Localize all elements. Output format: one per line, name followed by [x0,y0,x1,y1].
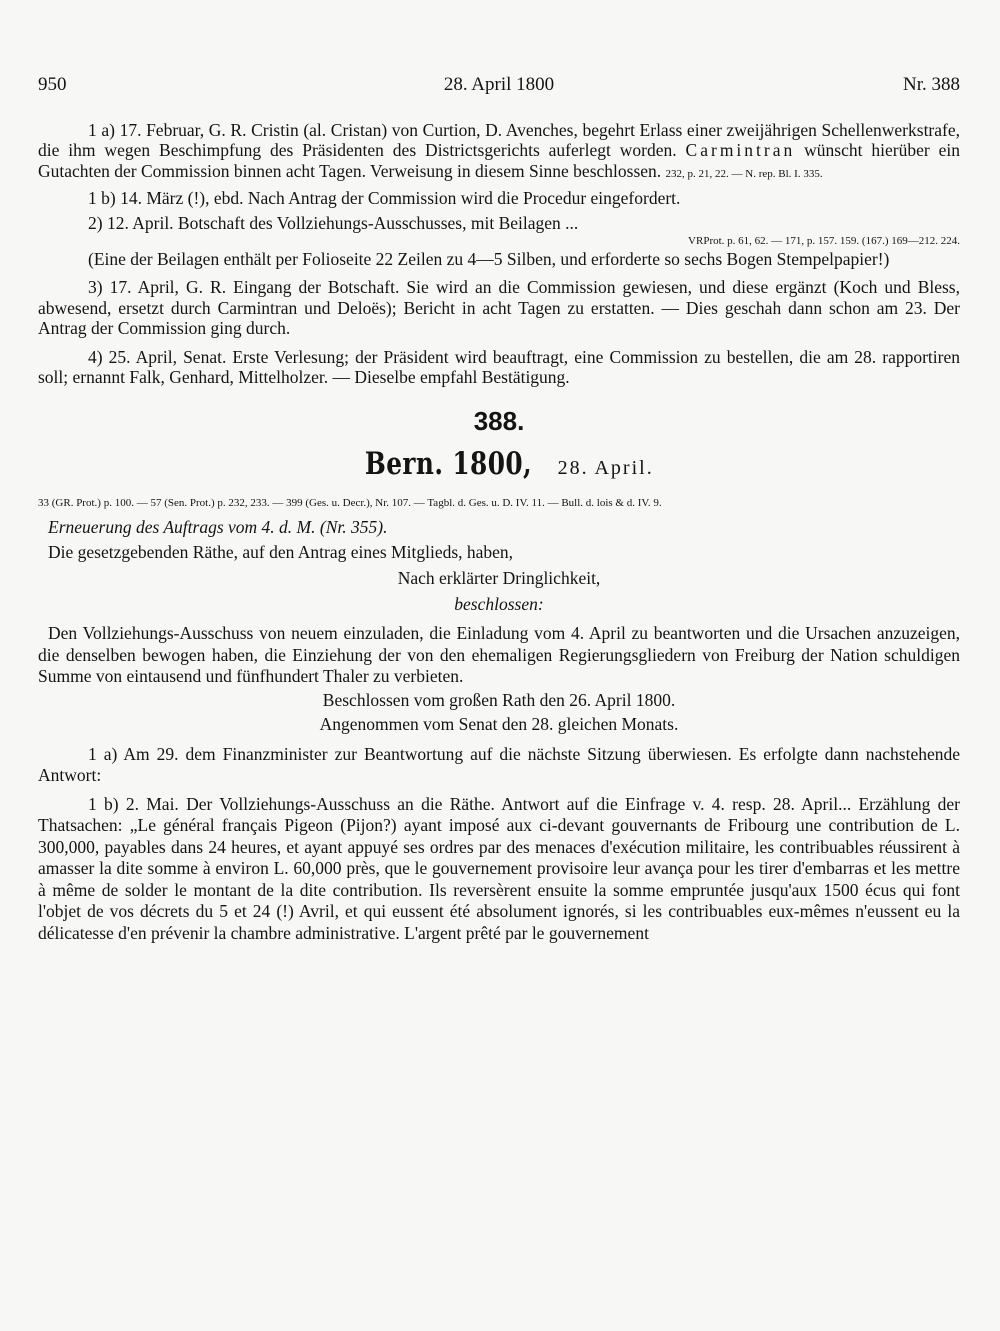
source-reference-2: VRProt. p. 61, 62. — 171, p. 157. 159. (167.) 169—212. 224. [688,235,960,248]
spaced-name: Carmintran [685,140,796,161]
page-number: 950 [38,74,67,95]
place-year: Bern. 1800, [365,446,533,483]
previous-document-notes [38,120,960,944]
note-3: 3) 17. April, G. R. Eingang der Botschaft. Sie wird an die Commission gewiesen, und diese ergänzt (Koch und Bless, abwesend, ersetzt durch Carmintran und Deloës); Bericht in acht Tagen zu erstatten. — Dies geschah dann schon am 23. Der Antrag der Commission ging durch. [38,277,960,339]
followup-1a: 1 a) Am 29. dem Finanzminister zur Beantwortung auf die nächste Sitzung überwiesen. Es erfolgte dann nachstehende Antwort: [38,743,960,785]
note-2-remark: (Eine der Beilagen enthält per Folioseite 22 Zeilen zu 4—5 Silben, und erforderte so sechs Bogen Stempelpapier!) [88,249,890,270]
preamble: Die gesetzgebenden Räthe, auf den Antrag eines Mitglieds, haben, [48,542,514,563]
source-reference: 232, p. 21, 22. — N. rep. Bl. I. 335. [665,167,823,180]
document-references: 33 (GR. Prot.) p. 100. — 57 (Sen. Prot.) p. 232, 233. — 399 (Ges. u. Decr.), Nr. 107. — Tagbl. d. Ges. u. D. IV. 11. — Bull. d. lois & d. IV. 9. [38,497,662,510]
note-1b: 1 b) 14. März (!), ebd. Nach Antrag der Commission wird die Procedur eingefordert. [88,188,681,209]
resolved-clause: beschlossen: [454,594,544,615]
header-date: 28. April 1800 [443,74,555,95]
followup-1b: 1 b) 2. Mai. Der Vollziehungs-Ausschuss an die Räthe. Antwort auf die Einfrage v. 4. resp. 28. April... Erzählung der Thatsachen: „Le général français Pigeon (Pijon?) ayant imposé aux ci-devant gouvernants de Fribourg une contribution de L. 300,000, payables dans 24 heures, et ayant appuyé ses ordres par des menaces d'exécution militaire, les contribuables réussirent à amasser la dite somme à environ L. 60,000 près, que le gouvernement provisoire leur avança pour les tirer d'embarras et les mettre à même de solder le montant de la dite contribution. Ils reversèrent ensuite la somme empruntée jusqu'aux 1500 écus qui font l'objet de vos décrets du 5 et 24 (!) Avril, et qui eussent été absolument ignorés, si les contribuables eux-mêmes n'eussent eu la délicatesse d'en prévenir la chambre administrative. L'argent prêté par le gouvernement [38,793,960,943]
note-2: 2) 12. April. Botschaft des Vollziehungs-Ausschusses, mit Beilagen ... [88,212,579,233]
signature-senate: Angenommen vom Senat den 28. gleichen Monats. [319,713,679,734]
signature-great-council: Beschlossen vom großen Rath den 26. April 1800. [322,689,676,710]
page-header [38,74,960,102]
document-subtitle: Erneuerung des Auftrags vom 4. d. M. (Nr. 355). [48,517,388,538]
document-date: 28. April. [557,457,654,480]
urgency-clause: Nach erklärter Dringlichkeit, [397,568,601,589]
note-1a: 1 a) 17. Februar, G. R. Cristin (al. Cristan) von Curtion, D. Avenches, begehrt Erlass einer zweijährigen Schellenwerkstrafe, die ihm wegen Beschimpfung des Präsidenten des Districtsgerichts auferlegt worden. Carmintran wünscht hierüber ein Gutachten der Commission binnen acht Tagen. Verweisung in diesem Sinne beschlossen. 232, p. 21, 22. — N. rep. Bl. I. 335. [38,120,961,181]
note-4: 4) 25. April, Senat. Erste Verlesung; der Präsident wird beauftragt, eine Commission zu bestellen, die am 28. rapportiren soll; ernannt Falk, Genhard, Mittelholzer. — Dieselbe empfahl Bestätigung. [38,346,960,388]
resolution-text: Den Vollziehungs-Ausschuss von neuem einzuladen, die Einladung vom 4. April zu beantworten und die Ursachen anzuzeigen, die denselben bewogen haben, die Einziehung der von den ehemaligen Regierungsgliedern von Freiburg der Nation schuldigen Summe von eintausend und fünfhundert Thaler zu verbieten. [38,623,960,687]
document-number: 388. [473,406,525,437]
place-date-line [38,447,960,485]
document-number-header: Nr. 388 [903,74,960,95]
